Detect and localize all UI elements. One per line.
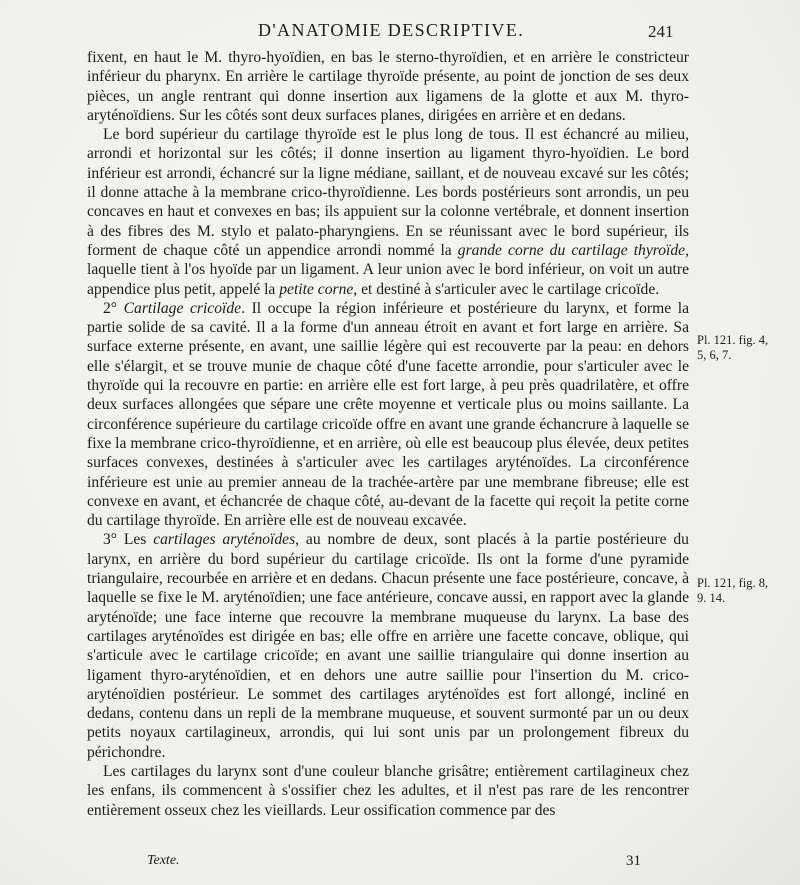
paragraph: [87, 762, 689, 820]
margin-note-line: 9. 14.: [697, 591, 726, 605]
paragraph: [87, 530, 689, 762]
italic-term: grande corne du cartilage thyroïde: [457, 241, 686, 259]
text-run: Les cartilages du larynx sont d'une couleur blanche grisâtre; entièrement cartilagineux chez les enfans, ils commencent à s'ossifier chez les adultes, et il n'est pas rare de les rencontrer entièrement osseux chez les vieillards. Leur ossification commence par des: [87, 762, 689, 819]
text-run: 2°: [103, 299, 124, 317]
margin-note-figure-ref: [697, 333, 777, 363]
running-title: D'ANATOMIE DESCRIPTIVE.: [258, 20, 525, 40]
text-run: , laquelle tient à l'os hyoïde par un ligament. A leur union avec le bord inférieur, on voit un autre appendice plus petit, appelé la: [87, 241, 689, 298]
margin-note-line: Pl. 121. fig. 4,: [697, 333, 769, 347]
italic-term: Cartilage cricoïde: [123, 299, 242, 317]
margin-note-line: Pl. 121, fig. 8,: [697, 576, 769, 590]
page-header: [0, 20, 800, 44]
page-footer: [0, 853, 800, 873]
margin-note-line: 5, 6, 7.: [697, 348, 732, 362]
signature-number: 31: [626, 853, 641, 869]
text-run: , et destiné à s'articuler avec le cartilage cricoïde.: [353, 280, 660, 298]
paragraph: [87, 125, 689, 299]
text-run: 3° Les: [103, 531, 154, 549]
margin-note-figure-ref: [697, 576, 777, 606]
text-run: , au nombre de deux, sont placés à la partie postérieure du larynx, en arrière du bord supérieur du cartilage cricoïde. Ils ont la forme d'une pyramide triangulaire, recourbée en arrière et en dedans. Chacun présente une face postérieure, concave, à laquelle se fixe le M. aryténoïdien; une face antérieure, concave aussi, en rapport avec la glande aryténoïde; une face interne que recouvre la membrane muqueuse du larynx. La base des cartilages aryténoïdes est dirigée en bas; elle offre en arrière une facette concave, oblique, qui s'articule avec le cartilage cricoïde; en avant une saillie triangulaire qui donne insertion au ligament thyro-aryténoïdien, et en dehors une autre saillie pour l'insertion du M. crico-aryténoïdien postérieur. Le sommet des cartilages aryténoïdes est fort allongé, incliné en dedans, contenu dans un repli de la membrane muqueuse, et souvent surmonté par un ou deux petits noyaux cartilagineux, arrondis, qui lui sont unis par un prolongement fibreux du périchondre.: [87, 531, 689, 761]
italic-term: petite corne: [279, 280, 354, 298]
text-run: . Il occupe la région inférieure et postérieure du larynx, et forme la partie solide de sa cavité. Il a la forme d'un anneau étroit en avant et fort large en arrière. Sa surface externe présente, en avant, une saillie légère qui est recouverte par la peau: en dehors elle s'élargit, et se trouve munie de chaque côté d'une facette arrondie, pour s'articuler avec le thyroïde qui la recouvre en partie: en arrière elle est fort large, à peu près quadrilatère, et offre deux surfaces allongées que sépare une crête moyenne et verticale plus ou moins saillante. La circonférence supérieure du cartilage cricoïde offre en avant une grande échancrure à laquelle se fixe la membrane crico-thyroïdienne, et en arrière, où elle est beaucoup plus élevée, deux petites surfaces convexes, destinées à s'articuler avec les cartilages aryténoïdes. La circonférence inférieure est unie au premier anneau de la trachée-artère par une membrane fibreuse; elle est convexe en avant, et échancrée de chaque côté, au-devant de la facette qui reçoit la petite corne du cartilage thyroïde. En arrière elle est de nouveau excavée.: [87, 299, 689, 530]
italic-term: cartilages aryténoïdes: [153, 531, 296, 549]
text-run: Le bord supérieur du cartilage thyroïde est le plus long de tous. Il est échancré au milieu, arrondi et horizontal sur les côtés; il donne insertion au ligament thyro-hyoïdien. Le bord inférieur est arrondi, échancré sur la ligne médiane, saillant, et de nouveau excavé sur les côtés; il donne attache à la membrane crico-thyroïdienne. Les bords postérieurs sont arrondis, un peu concaves en haut et convexes en bas; ils appuient sur la colonne vertébrale, et donnent insertion à des fibres des M. stylo et palato-pharyngiens. En se réunissant avec le bord supérieur, ils forment de chaque côté un appendice arrondi nommé la: [87, 126, 689, 259]
paragraph: [87, 48, 689, 125]
signature-mark: Texte.: [147, 853, 180, 868]
body-text: [87, 48, 689, 820]
text-run: fixent, en haut le M. thyro-hyoïdien, en bas le sterno-thyroïdien, et en arrière le constricteur inférieur du pharynx. En arrière le cartilage thyroïde présente, au point de jonction de ses deux pièces, un angle rentrant qui donne insertion aux ligamens de la glotte et aux M. thyro-aryténoïdiens. Sur les côtés sont deux surfaces planes, dirigées en arrière et en dedans.: [87, 49, 689, 124]
paragraph: [87, 299, 689, 531]
page-number: 241: [648, 22, 674, 41]
